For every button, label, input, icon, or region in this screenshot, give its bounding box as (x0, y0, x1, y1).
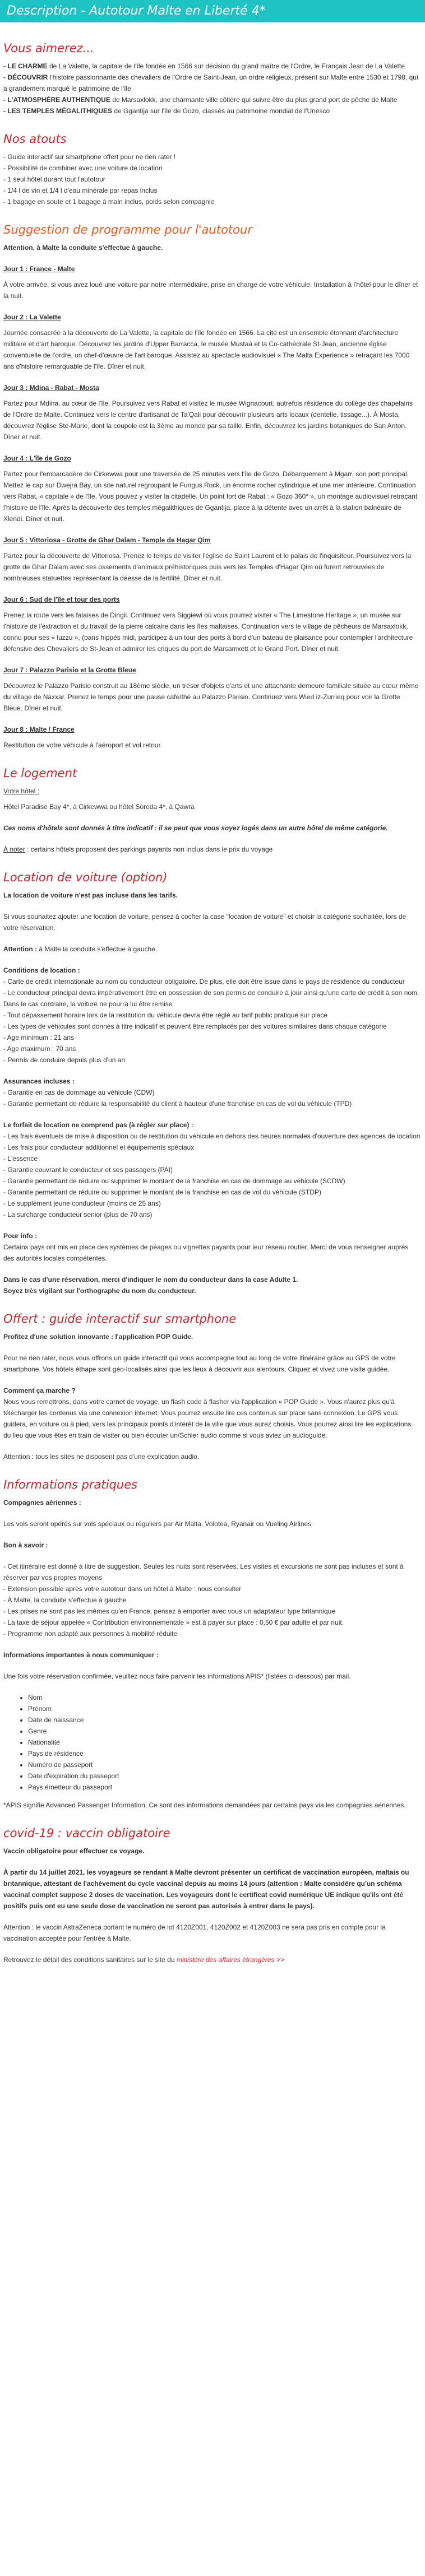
location-title: Location de voiture (option) (3, 871, 168, 884)
aimerez-item-text: l'histoire passionnante des chevaliers de l'Ordre de Saint-Jean, un ordre religieux, présent sur Malte entre 1530 et 1798, qui a grandement marqué le patrimoine de l'île (3, 73, 418, 92)
list-item: • Nom (28, 1692, 421, 1703)
forfait-item: - Les frais éventuels de mise à disposition ou de restitution du véhicule en dehors des heures normales d'ouverture des agences de location (3, 1132, 421, 1140)
covid-text (3, 1867, 421, 1912)
attention-text: à Malte la conduite s'effectue à gauche. (36, 945, 158, 953)
condition-item: - Les types de véhicules sont donnés à titre indicatif et peuvent être remplacés par des voitures similaires dans chaque catégorie (3, 1022, 387, 1030)
comment-text: Nous vous remettrons, dans votre carnet de voyage, un flash code à flasher via l'application « POP Guide ». Vous n'aurez plus qu'à télécharger les contenus via une connexion internet. Vous pourrez ensuite lire ces contenus sur place sans connexion. Le GPS vous guidera, en voiture ou à pied, vers les principaux points d'intérêt de la ville que vous aurez choisis. Vous pourrez ainsi lire les explications du lieu que vous êtes en train de visiter ou bien écouter un/Schier audio comme si vous aviez un audioguide. (3, 1398, 412, 1439)
hotel-note-2 (3, 844, 421, 855)
hotel-note: Ces noms d'hôtels sont donnés à titre indicatif : il se peut que vous soyez logés dans un autre hôtel de même catégorie. (3, 824, 388, 832)
pour-info-text: Certains pays ont mis en place des systèmes de péages ou vignettes payants pour leur réseau routier. Merci de vous renseigner auprès des autorités locales compétentes. (3, 1243, 409, 1262)
compagnies-title-text: Compagnies aériennes : (3, 1499, 81, 1506)
bon-savoir-item: - À Malte, la conduite s'effectue à gauche (3, 1596, 127, 1604)
forfait-item: - La surcharge conducteur senior (plus de 70 ans) (3, 1211, 153, 1219)
aimerez-item (3, 94, 421, 105)
day-text: Prenez la route vers les falaises de Dingli. Continuez vers Siggiewi où vous pourrez visiter « The Limestone Heritage », un musée sur l'histoire de l'extraction et du travail de la pierre calcaire dans les îles maltaises. Continuation vers le village de pêcheurs de Marsaxlokk, connu pour ses « luzzu », (bans hippés midi, participez à un tour des ports à bord d'un bateau de plaisance pour contempler l'architecture défensive des Chevaliers de St-Jean et admirer les criques du port de Marsamxett et le Grand Port. Dîner et nuit. (3, 611, 413, 653)
forfait-title-text: Le forfait de location ne comprend pas (à régler sur place) : (3, 1121, 193, 1129)
aimerez-item-text: de Ggantija sur l'île de Gozo, classés au patrimoine mondial de l'Unesco (112, 107, 330, 115)
atout-item: - 1 seul hôtel durant tout l'autotour (3, 175, 105, 183)
offert-note: Attention : tous les sites ne disposent pas d'une explication audio. (3, 1453, 200, 1461)
forfait-item: - Garantie permettant de réduire ou supprimer le montant de la franchise en cas de vol du véhicule (STDP) (3, 1188, 321, 1196)
list-item: • Nationalité (28, 1737, 421, 1748)
comment-block (3, 1385, 421, 1441)
page-banner: Description - Autotour Malte en Liberté 4* (0, 0, 425, 22)
forfait-item: - Garantie permettant de réduire ou supprimer le montant de la franchise en cas de dommage au véhicule (SCDW) (3, 1177, 345, 1185)
atout-item: - 1 bagage en soute et 1 bagage à main inclus, poids selon compagnie (3, 198, 215, 206)
reservation-line-text: Soyez très vigilant sur l'orthographe du nom du conducteur. (3, 1287, 196, 1295)
assurances-title-text: Assurances incluses : (3, 1077, 75, 1085)
comment-title (3, 1385, 421, 1396)
atouts-title: Nos atouts (3, 132, 67, 146)
list-item: • Numéro de passeport (28, 1759, 421, 1770)
day-text: À votre arrivée, si vous avez loué une voiture par notre intermédiaire, prise en charge de votre véhicule. Installation à l'hôtel pour le dîner et la nuit. (3, 281, 418, 300)
comm-intro: Une fois votre réservation confirmée, veuillez nous faire parvenir les informations APIS* (listées ci-dessous) par mail. (3, 1672, 351, 1680)
bon-savoir-title (3, 1540, 421, 1551)
note-label: À noter (3, 845, 25, 853)
covid-astrazeneca: Attention : le vaccin AstraZeneca portant le numéro de lot 4120Z001, 4120Z002 et 4120Z003 ne sera pas pris en compte pour la vaccination acceptée pour l'entrée à Malte. (3, 1923, 386, 1942)
location-attention (3, 943, 421, 955)
aimerez-item-bold: - DÉCOUVRIR (3, 73, 48, 81)
attention-label: Attention : (3, 945, 37, 953)
assurances-title (3, 1076, 421, 1087)
vous-aimerez-title: Vous aimerez... (3, 41, 94, 55)
logement-title: Le logement (3, 766, 77, 780)
atout-item: - 1/4 l de vin et 1/4 l d'eau minérale par repas inclus (3, 187, 158, 194)
offert-subtitle-text: Profitez d'une solution innovante : l'application POP Guide. (3, 1333, 193, 1341)
atout-item: - Possibilité de combiner avec une voiture de location (3, 164, 163, 172)
assurance-item: - Garantie permettant de réduire la responsabilité du client à hauteur d'une franchise en cas de vol du véhicule (TPD) (3, 1100, 352, 1108)
day-text: Partez pour l'embarcadère de Cirkewwa pour une traversée de 25 minutes vers l'île de Gozo. Débarquement à Mgarr, son port principal. Mettez le cap sur Dwejra Bay, un site naturel regroupant le Fungus Rock, un énorme rocher cylindrique et une mer intérieure. Continuation vers Rabat, « capitale » de l'île. Vous pouvez y visiter la citadelle. Un point fort de Rabat : « Gozo 360° », un montage audiovisuel retraçant l'histoire de l'île. Après la découverte des temples mégalithiques de Ggantija, place à la détente avec un arrêt à la station balnéaire de Xlendi. Dîner et nuit. (3, 470, 418, 523)
ministere-link[interactable]: ministère des affaires étrangères >> (176, 1956, 284, 1964)
list-item: • Date de naissance (28, 1714, 421, 1726)
note-text: : certains hôtels proposent des parkings payants non inclus dans le prix du voyage (25, 845, 273, 853)
forfait-block (3, 1119, 421, 1220)
condition-item: - Carte de crédit internationale au nom du conducteur obligatoire. De plus, elle doit être issue dans le pays de résidence du conducteur (3, 978, 405, 985)
day-text: Découvrez le Palazzo Parisio construit au 18ème siècle, un trésor d'objets d'arts et une attachante demeure familiale située au cœur même du village de Naxxar. Prenez le temps pour une pause café/thé au Palazzo Parisio. Continuez vers Wied iz-Zurrieq pour voir la Grotte Bleue. Dîner et nuit. (3, 682, 419, 712)
day-label: Jour 3 : Mdina - Rabat - Mosta (3, 384, 99, 392)
day-label: Jour 8 : Malte / France (3, 726, 75, 733)
programme-intro-text: Attention, à Malte la conduite s'effectue à gauche. (3, 244, 163, 252)
assurances-block (3, 1076, 421, 1109)
condition-item: - Permis de conduire depuis plus d'un an (3, 1056, 126, 1064)
comm-title (3, 1649, 421, 1661)
atouts-list (3, 151, 421, 207)
compagnies-text: Les vols seront opérés sur vols spéciaux ou réguliers par Air Malta, Volotea, Ryanair ou Vueling Airlines (3, 1520, 312, 1528)
list-item: • Genre (28, 1726, 421, 1737)
day-text: Partez pour Mdina, au cœur de l'île. Poursuivez vers Rabat et visitez le musée Wignacourt, autrefois résidence du collège des chapelains de l'Ordre de Malte. Continuez vers le centre d'artisanat de Ta'Qali pour découvrir plusieurs arts locaux (dentelle, tissage...). À Mosta, découvrez l'église Ste-Marie, dont la coupole est la 3ème au monde par sa taille. Enfin, découvrez les jardins botaniques de San Anton. Dîner et nuit. (3, 399, 413, 441)
reservation-line (3, 1285, 421, 1296)
list-item: • Pays de résidence (28, 1748, 421, 1759)
apis-list (19, 1692, 421, 1793)
content (0, 40, 424, 1965)
hotel-name: Hôtel Paradise Bay 4*, à Cirkewwa ou hôtel Soreda 4*, à Qawra (3, 803, 195, 811)
conditions-block (3, 965, 421, 1066)
covid-title: covid-19 : vaccin obligatoire (3, 1826, 170, 1840)
infos-title: Informations pratiques (3, 1478, 137, 1491)
location-subtitle-text: La location de voiture n'est pas incluse dans les tarifs. (3, 891, 178, 899)
bon-savoir-item: - Extension possible après votre autotour dans un hôtel à Malte : nous consulter (3, 1585, 242, 1593)
day-label: Jour 4 : L'île de Gozo (3, 454, 71, 462)
bon-savoir-item: - Cet itinéraire est donné à titre de suggestion. Seules les nuits sont réservées. Les visites et excursions ne sont pas incluses et sont à réserver par vos propres moyens (3, 1563, 404, 1582)
bon-savoir-item: - La taxe de séjour appelée « Contribution environnementale » est à payer sur place : 0,50 € par adulte et par nuit. (3, 1619, 344, 1626)
conditions-title-text: Conditions de location : (3, 966, 80, 974)
covid-subtitle-text: Vaccin obligatoire pour effectuer ce voyage. (3, 1847, 145, 1855)
apis-note: *APIS signifie Advanced Passenger Information. Ce sont des informations demandées par certains pays via les compagnies aériennes. (3, 1801, 406, 1809)
aimerez-item (3, 72, 421, 94)
comm-title-text: Informations importantes à nous communiquer : (3, 1651, 159, 1659)
programme-intro (3, 242, 421, 253)
list-item: • Pays émetteur du passeport (28, 1782, 421, 1793)
day-text: Partez pour la découverte de Vittoriosa. Prenez le temps de visiter l'église de Saint Laurent et le palais de l'inquisiteur. Poursuivez vers la grotte de Ghar Dalam avec ses ossements d'animaux préhistoriques puis vers les Temples d'Hagar Qim où furent retrouvées de nombreuses statuettes représentant la déesse de la fertilité. Dîner et nuit. (3, 552, 412, 582)
reservation-block (3, 1274, 421, 1296)
bon-savoir-list (3, 1561, 421, 1639)
forfait-title (3, 1119, 421, 1131)
conditions-title (3, 965, 421, 976)
aimerez-item (3, 105, 421, 117)
atout-item: - Guide interactif sur smartphone offert pour ne rien rater ! (3, 153, 176, 161)
aimerez-item-bold: - LE CHARME (3, 62, 48, 70)
bon-savoir-item: - Les prises ne sont pas les mêmes qu'en France, pensez à emporter avec vous un adaptateur type britannique (3, 1607, 335, 1615)
aimerez-item-bold: - LES TEMPLES MÉGALITHIQUES (3, 107, 113, 115)
pour-info-title-text: Pour info : (3, 1232, 37, 1240)
covid-text-bold: À partir du 14 juillet 2021, les voyageurs se rendant à Malte devront présenter un certificat de vaccination européen, maltais ou britannique, attestant de l'achèvement du cycle vaccinal depuis au moins 14 jours (attention : Malte considère qu'un schéma vaccinal complet suppose 2 doses de vaccination. Les voyageurs dont le certificat covid numérique UE indique qu'ils ont été positifs puis ont eu une seule dose de vaccination ne seront pas autorisés à entrer dans le pays). (3, 1868, 409, 1910)
condition-item: - Age minimum : 21 ans (3, 1034, 75, 1041)
forfait-item: - L'essence (3, 1155, 38, 1163)
condition-item: - Le conducteur principal devra impérativement être en possession de son permis de conduire à jour ainsi qu'une carte de crédit à son nom. Dans le cas contraire, la voiture ne pourra lui être remise (3, 989, 419, 1008)
compagnies-title (3, 1497, 421, 1508)
programme-title: Suggestion de programme pour l'autotour (3, 223, 252, 236)
covid-link-line (3, 1954, 421, 1965)
aimerez-item-text: de Marsaxlokk, une charmante ville côtière qui suivre être du plus grand port de pêche de Malte (110, 96, 398, 104)
location-subtitle (3, 890, 421, 901)
day-text: Journée consacrée à la découverte de La Valette, la capitale de l'île fondée en 1566. La cité est un ensemble étonnant d'architecture militaire et d'art baroque. Découvrez les jardins d'Upper Barracca, le musée Mustaa et la Co-cathédrale St-Jean, ancienne église conventuelle de l'ordre, un chef-d'œuvre de l'art baroque. Assistez au spectacle audiovisuel « The Malta Experience » retraçant les 7000 ans d'histoire remarquable de l'île. Dîner et nuit. (3, 329, 410, 370)
forfait-item: - Les frais pour conducteur additionnel et équipements spéciaux (3, 1143, 195, 1151)
reservation-line (3, 1274, 421, 1285)
day-label: Jour 5 : Vittoriosa - Grotte de Ghar Dalam - Temple de Hagar Qim (3, 536, 211, 544)
day-label: Jour 7 : Palazzo Parisio et la Grotte Bleue (3, 666, 136, 674)
day-text: Restitution de votre véhicule à l'aéroport et vol retour. (3, 741, 163, 749)
pour-info-block (3, 1230, 421, 1264)
bon-savoir-title-text: Bon à savoir : (3, 1541, 48, 1549)
comment-title-text: Comment ça marche ? (3, 1387, 76, 1394)
list-item: • Date d'expiration du passeport (28, 1770, 421, 1782)
vous-aimerez-list (3, 61, 421, 117)
covid-subtitle (3, 1845, 421, 1857)
aimerez-item-text: de La Valette, la capitale de l'île fondée en 1566 sur décision du grand maître de l'Ordre, le Français Jean de La Valette (47, 62, 405, 70)
location-intro: Si vous souhaitez ajouter une location de voiture, pensez à cocher la case "location de voiture" et choisir la catégorie souhaitée, lors de votre réservation. (3, 913, 406, 932)
offert-title: Offert : guide interactif sur smartphone (3, 1312, 237, 1326)
pour-info-title (3, 1230, 421, 1241)
day-label: Jour 6 : Sud de l'île et tour des ports (3, 596, 120, 603)
offert-subtitle (3, 1331, 421, 1342)
forfait-item: - Le supplément jeune conducteur (moins de 25 ans) (3, 1199, 161, 1207)
day-label: Jour 2 : La Valette (3, 313, 61, 321)
covid-link-prefix: Retrouvez le détail des conditions sanitaires sur le site du (3, 1956, 177, 1964)
assurance-item: - Garantie en cas de dommage au véhicule (CDW) (3, 1089, 155, 1096)
condition-item: - Age maximum : 70 ans (3, 1045, 76, 1053)
votre-hotel-label: Votre hôtel : (3, 787, 40, 795)
bon-savoir-item: - Programme non adapté aux personnes à mobilité réduite (3, 1630, 178, 1638)
condition-item: - Tout dépassement horaire lors de la restitution du véhicule devra être réglé au tarif public pratiqué sur place (3, 1011, 328, 1019)
list-item: • Prénom (28, 1703, 421, 1714)
aimerez-item (3, 61, 421, 72)
day-label: Jour 1 : France - Malte (3, 265, 75, 273)
reservation-line-text: Dans le cas d'une réservation, merci d'indiquer le nom du conducteur dans la case Adulte 1. (3, 1276, 298, 1284)
offert-text: Pour ne rien rater, nous vous offrons un guide interactif qui vous accompagne tout au long de votre itinéraire grâce au GPS de votre smartphone. Vos hôtels éthape sont géo-localisés ainsi que les lieux à découvrir aux alentours. Cliquez et vivez une visite guidée. (3, 1354, 396, 1373)
forfait-item: - Garantie couvrant le conducteur et ses passagers (PAI) (3, 1166, 173, 1174)
aimerez-item-bold: - L'ATMOSPHÈRE AUTHENTIQUE (3, 96, 110, 104)
